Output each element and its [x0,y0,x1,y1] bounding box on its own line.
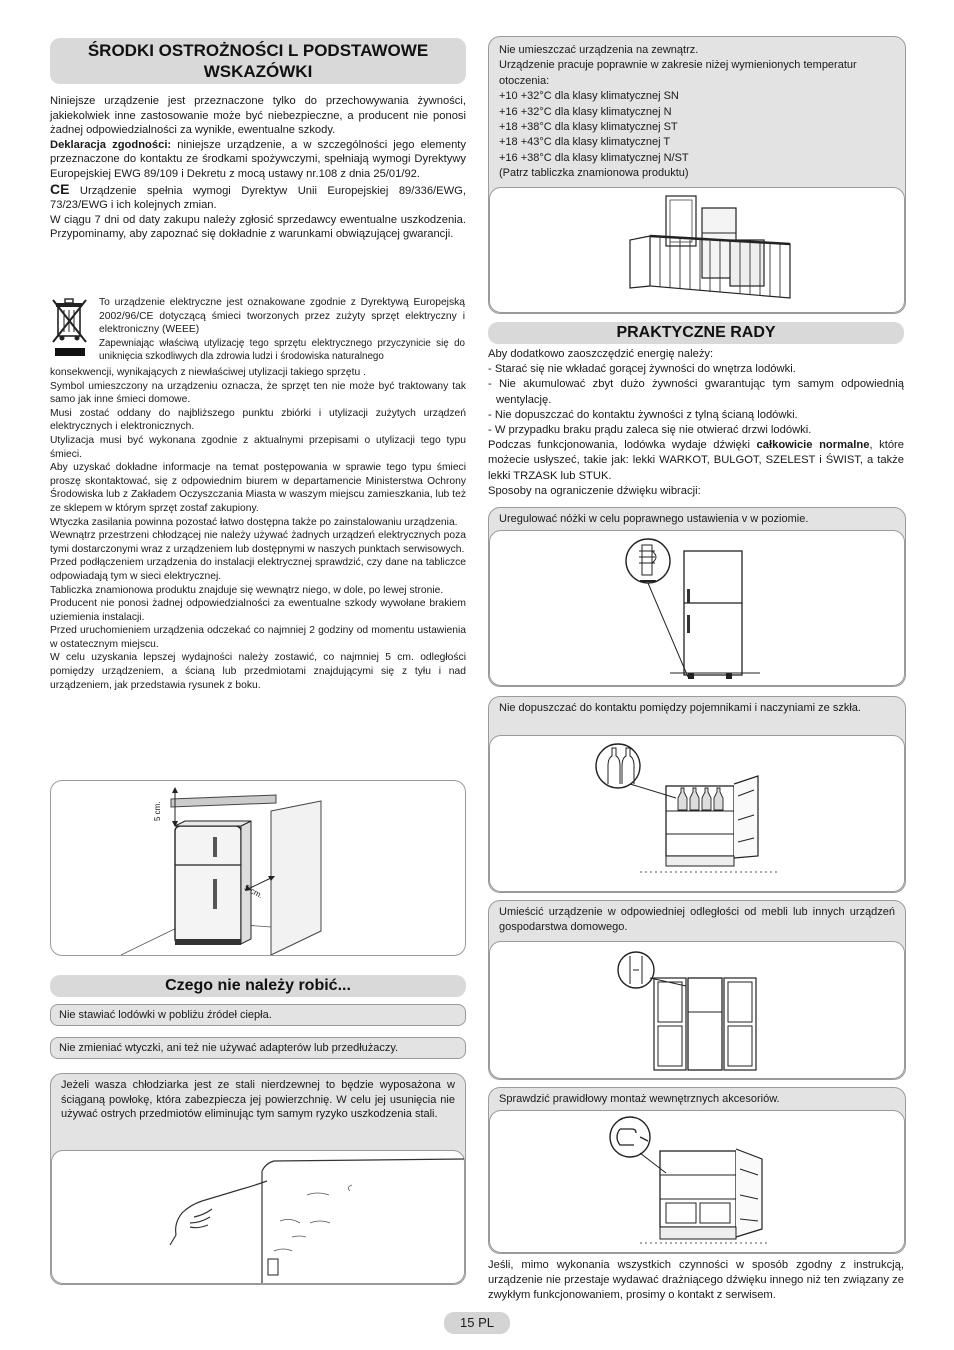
safety-title-line1: ŚRODKI OSTROŻNOŚCI L PODSTAWOWE [87,41,429,60]
climate-line-4: +18 +38°C dla klasy klimatycznej ST [499,121,678,134]
climate-card [488,36,906,314]
przed-paragraph: Przed podłączeniem urządzenia do instalacji elektrycznej sprawdzić, czy dane na tabliczce odpowiadają tym w sieci elektrycznej. [50,557,466,582]
safety-title-line2: WSKAZÓWKI [203,62,313,81]
distance-figure [489,941,905,1079]
tip-card-feet [488,507,906,687]
dont-item-steel-card [50,1073,466,1285]
outdoor-balcony-figure [489,187,905,313]
dont-section-title: Czego nie należy robić... [50,975,466,997]
ce-mark-icon: CE [50,180,70,197]
tips-intro: Aby dodatkowo zaoszczędzić energię należy: [488,348,714,360]
tips-block [488,347,904,499]
tips-section-title: PRAKTYCZNE RADY [488,322,904,344]
weee-paragraph-2: Zapewniając właściwą utylizację tego sprzętu elektrycznego przyczynicie się do uniknięcia szkodliwych dla zdrowia ludzi i środowiska naturalnego [99,337,465,362]
climate-text [489,37,905,186]
climate-line-0: Nie umieszczać urządzenia na zewnątrz. [499,44,699,56]
tip-3: - Nie dopuszczać do kontaktu żywności z tylną ścianą lodówki. [488,408,798,421]
tip-card-glass-text: Nie dopuszczać do kontaktu pomiędzy pojemnikami i naczyniami ze szkła. [499,702,861,714]
tip-card-distance-text: Umieścić urządzenie w odpowiedniej odległości od mebli lub innych urządzeń gospodarstwa domowego. [499,906,895,933]
accessories-figure [489,1110,905,1253]
declaration-label: Deklaracja zgodności: [50,138,172,151]
page-number-badge [444,1312,510,1334]
celu-paragraph: W celu uzyskania lepszej wydajności należy zostawić, co najmniej 5 cm. odległości pomiędzy urządzeniem, a ścianą lub przedmiotami znajdującymi się z tyłu i nad urządzeniem, jak przedstawia rysunek z boku. [50,652,466,691]
tabliczka-paragraph: Tabliczka znamionowa produktu znajduje się wewnątrz niego, w dole, po lewej stronie. [50,584,444,596]
tip-card-glass [488,696,906,893]
clearance-label-side: 5 cm. [242,883,265,901]
safety-section-title [50,38,466,84]
climate-line-5: +18 +43°C dla klasy klimatycznej T [499,136,671,149]
declaration-paragraph [50,138,466,182]
clearance-figure [50,780,466,956]
producent-paragraph: Producent nie ponosi żadnej odpowiedzialności za ewentualne szkody wywołane brakiem uziemienia instalacji. [50,598,466,623]
tip-card-accessories-text: Sprawdzić prawidłowy montaż wewnętrznych akcesoriów. [499,1093,780,1105]
intro-paragraph: Niniejsze urządzenie jest przeznaczone tylko do przechowywania żywności, jakiekolwiek inne zastosowanie może być niebezpieczne, a producent nie ponosi żadnej odpowiedzialności za wynikłe, ewentualne szkody. [50,95,466,137]
dont-item-heat: Nie stawiać lodówki w pobliżu źródeł ciepła. [50,1004,466,1026]
steel-film-figure [51,1150,465,1284]
tip-1: - Starać się nie wkładać gorącej żywności do wnętrza lodówki. [488,363,796,376]
ce-text: Urządzenie spełnia wymogi Dyrektyw Unii Europejskiej 89/336/EWG, 73/23/EWG i ich kolejnych zmian. [50,184,466,212]
dont-item-plug: Nie zmieniać wtyczki, ani też nie używać adapterów lub przedłużaczy. [50,1037,466,1059]
disposal-block [50,366,466,692]
declaration-text: niniejsze urządzenie, a w szczególności jego elementy przeznaczone do kontaktu ze środkami spożywczymi, spełniają wymogi Dyrektywy Europejskiej EWG 89/109 i Dekretu z mocą ustawy nr.108 z dnia 25/01/92. [50,138,466,180]
tip-4: - W przypadku braku prądu zaleca się nie otwierać drzwi lodówki. [488,424,812,437]
aby-paragraph: Aby uzyskać dokładne informacje na temat postępowania w sprawie tego typu śmieci proszę skontaktować, się z odpowiednim biurem w departamencie Ministerstwa Ochrony Środowiska lub z Zakładem Oczyszczania Miasta w waszym miejscu zamieszkania, lub też ze sklepem w którym sprzęt zostaf zakupiony. [50,462,466,514]
tip-2: - Nie akumulować zbyt dużo żywności gwarantując tym samym odpowiednią wentylację. [488,378,904,406]
ce-paragraph [50,182,466,213]
dont-item-steel-text: Jeżeli wasza chłodziarka jest ze stali nierdzewnej to będzie wyposażona w ściąganą powłokę, która zabezpiecza jej powierzchnię. W celu jej usunięcia nie używać ostrych przedmiotów eliminując tym samym ryzyko uszkodzenia stali. [61,1079,455,1121]
feet-figure [489,530,905,686]
warranty-paragraph: W ciągu 7 dni od daty zakupu należy zgłosić sprzedawcy ewentualne uszkodzenia. Przypominamy, aby zapoznać się dokładnie z warunkami obwiązującej gwarancji. [50,213,466,241]
wtyczka-paragraph: Wtyczka zasilania powinna pozostać łatwo dostępna także po zainstalowaniu urządzenia. [50,516,458,528]
tip-card-distance [488,900,906,1080]
weee-paragraph-2b: konsekwencji, wynikających z niewłaściwej utylizacji takiego sprzętu . [50,367,366,378]
weee-bin-icon [50,296,90,358]
climate-line-2: +10 +32°C dla klasy klimatycznej SN [499,90,679,103]
page-number: 15 PL [460,1315,494,1330]
climate-line-6: +16 +38°C dla klasy klimatycznej N/ST [499,151,689,164]
noise-pre: Podczas funkcjonowania, lodówka wydaje dźwięki [488,439,757,452]
climate-line-1: Urządzenie pracuje poprawnie w zakresie niżej wymienionych temperatur otoczenia: [499,59,857,87]
noise-paragraph [488,438,904,484]
weee-paragraph-1: To urządzenie elektryczne jest oznakowane zgodnie z Dyrektywą Europejską 2002/96/CE dotyczącą śmieci tworzonych przez zużyty sprzęt elektryczny i elektroniczny (WEEE) [99,297,465,336]
noise-post: , które możecie usłyszeć, takie jak: lekki WARKOT, BULGOT, SZELEST i ŚWIST, a także lekki TRZASK lub STUK. [488,439,905,482]
tip-card-feet-text: Uregulować nóżki w celu poprawnego ustawienia v w poziomie. [499,513,809,525]
closing-paragraph: Jeśli, mimo wykonania wszystkich czynności w sposób zgodny z instrukcją, urządzenie nie przestaje wydawać drażniącego dźwięku innego niż ten związany ze zwykłym funkcjonowaniem, prosimy o kontakt z serwisem. [488,1259,904,1302]
climate-line-7: (Patrz tabliczka znamionowa produktu) [499,167,689,180]
utylizacja-paragraph: Utylizacja musi być wykonana zgodnie z aktualnymi przepisami o utylizacji tego typu śmieci. [50,434,466,460]
uruchomienie-paragraph: Przed uruchomieniem urządzenia odczekać co najmniej 2 godziny od momentu ustawienia w ostatecznym miejscu. [50,625,466,650]
glass-figure [489,735,905,892]
weee-block [99,296,465,363]
wewnatrz-paragraph: Wewnątrz przestrzeni chłodzącej nie należy używać żadnych urządzeń elektrycznych poza tymi dostarczonymi wraz z urządzeniem lub dostępnymi w naszych punktach serwisowych. [50,530,466,555]
safety-intro-block [50,94,466,242]
clearance-label-top: 5 cm. [153,801,162,821]
tip-card-accessories [488,1087,906,1254]
climate-line-3: +16 +32°C dla klasy klimatycznej N [499,105,672,118]
musi-paragraph: Musi zostać oddany do najbliższego punktu zbiórki i utylizacji zużytych urządzeń elektrycznych i elektronicznych. [50,407,466,433]
noise-ways: Sposoby na ograniczenie dźwięku wibracji: [488,484,701,497]
noise-bold: całkowicie normalne [756,439,870,452]
symbol-paragraph: Symbol umieszczony na urządzeniu oznacza, że sprzęt ten nie może być traktowany tak samo jak inne śmieci domowe. [50,380,466,406]
